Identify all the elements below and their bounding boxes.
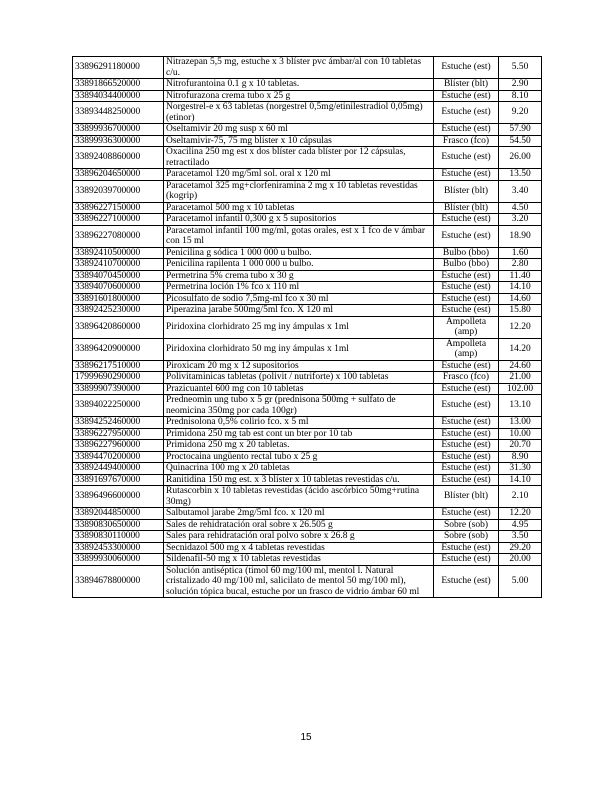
table-row bbox=[73, 169, 542, 181]
price-cell: 4.50 bbox=[499, 202, 542, 214]
table-row bbox=[73, 247, 542, 259]
price-cell: 8.90 bbox=[499, 451, 542, 463]
price-cell: 14.20 bbox=[499, 338, 542, 360]
table-row bbox=[73, 270, 542, 282]
price-cell: 20.00 bbox=[499, 554, 542, 566]
table-row bbox=[73, 360, 542, 372]
unit-cell: Ampolleta (amp) bbox=[434, 338, 499, 360]
product-code-cell: 33896291180000 bbox=[73, 57, 164, 79]
price-cell: 54.50 bbox=[499, 135, 542, 147]
unit-cell: Estuche (est) bbox=[434, 90, 499, 102]
price-cell: 8.10 bbox=[499, 90, 542, 102]
price-cell: 2.90 bbox=[499, 79, 542, 91]
product-code-cell: 33891866520000 bbox=[73, 79, 164, 91]
product-code-cell: 33891697670000 bbox=[73, 474, 164, 486]
description-cell: Permetrina loción 1% fco x 110 ml bbox=[164, 282, 434, 294]
unit-cell: Estuche (est) bbox=[434, 451, 499, 463]
unit-cell: Estuche (est) bbox=[434, 542, 499, 554]
unit-cell: Blíster (blt) bbox=[434, 180, 499, 202]
product-code-cell: 33892449400000 bbox=[73, 463, 164, 475]
table-row bbox=[73, 282, 542, 294]
product-code-cell: 33896420860000 bbox=[73, 316, 164, 338]
description-cell: Polivitaminicas tabletas (polivit / nutriforte) x 100 tabletas bbox=[164, 372, 434, 384]
unit-cell: Estuche (est) bbox=[434, 383, 499, 395]
description-cell: Rutascorbin x 10 tabletas revestidas (ácido ascórbico 50mg+rutina 30mg) bbox=[164, 486, 434, 508]
unit-cell: Sobre (sob) bbox=[434, 519, 499, 531]
unit-cell: Estuche (est) bbox=[434, 270, 499, 282]
price-cell: 18.90 bbox=[499, 225, 542, 247]
unit-cell: Blíster (blt) bbox=[434, 486, 499, 508]
description-cell: Primidona 250 mg x 20 tabletas. bbox=[164, 440, 434, 452]
description-cell: Piperazina jarabe 500mg/5ml fco. X 120 ml bbox=[164, 305, 434, 317]
price-cell: 31.30 bbox=[499, 463, 542, 475]
description-cell: Prednisolona 0,5% colirio fco. x 5 ml bbox=[164, 417, 434, 429]
table-row bbox=[73, 102, 542, 124]
description-cell: Oseltamivir 20 mg susp x 60 ml bbox=[164, 124, 434, 136]
table-row bbox=[73, 124, 542, 136]
price-cell: 26.00 bbox=[499, 147, 542, 169]
product-code-cell: 33899936300000 bbox=[73, 135, 164, 147]
table-row bbox=[73, 79, 542, 91]
unit-cell: Estuche (est) bbox=[434, 124, 499, 136]
unit-cell: Estuche (est) bbox=[434, 169, 499, 181]
unit-cell: Frasco (fco) bbox=[434, 372, 499, 384]
description-cell: Solución antiséptica (timol 60 mg/100 ml, mentol l. Natural cristalizado 40 mg/100 ml, salicilato de mentol 50 mg/100 ml), solución tópica bucal, estuche por un frasco de vidrio ámbar 60 ml bbox=[164, 565, 434, 598]
product-code-cell: 33896227150000 bbox=[73, 202, 164, 214]
price-cell: 5.00 bbox=[499, 565, 542, 598]
table-row bbox=[73, 338, 542, 360]
table-row bbox=[73, 135, 542, 147]
price-cell: 3.20 bbox=[499, 214, 542, 226]
unit-cell: Estuche (est) bbox=[434, 57, 499, 79]
price-cell: 29.20 bbox=[499, 542, 542, 554]
product-code-cell: 33896227100000 bbox=[73, 214, 164, 226]
unit-cell: Sobre (sob) bbox=[434, 531, 499, 543]
price-cell: 4.95 bbox=[499, 519, 542, 531]
table-row bbox=[73, 57, 542, 79]
table-row bbox=[73, 417, 542, 429]
description-cell: Penicilina g sódica 1 000 000 u bulbo. bbox=[164, 247, 434, 259]
description-cell: Sildenafil-50 mg x 10 tabletas revestidas bbox=[164, 554, 434, 566]
unit-cell: Ampolleta (amp) bbox=[434, 316, 499, 338]
description-cell: Piridoxina clorhidrato 25 mg iny ámpulas x 1ml bbox=[164, 316, 434, 338]
product-code-cell: 33896217510000 bbox=[73, 360, 164, 372]
unit-cell: Estuche (est) bbox=[434, 147, 499, 169]
product-code-cell: 33896227960000 bbox=[73, 440, 164, 452]
table-row bbox=[73, 293, 542, 305]
product-code-cell: 33894252460000 bbox=[73, 417, 164, 429]
price-cell: 13.10 bbox=[499, 395, 542, 417]
table-row bbox=[73, 395, 542, 417]
description-cell: Oseltamivir-75, 75 mg blíster x 10 cápsulas bbox=[164, 135, 434, 147]
price-cell: 3.40 bbox=[499, 180, 542, 202]
price-cell: 13.00 bbox=[499, 417, 542, 429]
product-code-cell: 33899936700000 bbox=[73, 124, 164, 136]
product-code-cell: 33894678800000 bbox=[73, 565, 164, 598]
product-code-cell: 33892410700000 bbox=[73, 259, 164, 271]
product-code-cell: 33896420900000 bbox=[73, 338, 164, 360]
product-code-cell: 33896496600000 bbox=[73, 486, 164, 508]
description-cell: Norgestrel-e x 63 tabletas (norgestrel 0,5mg/etinilestradiol 0,05mg) (etinor) bbox=[164, 102, 434, 124]
table-row bbox=[73, 428, 542, 440]
price-cell: 12.20 bbox=[499, 316, 542, 338]
product-code-cell: 33896204650000 bbox=[73, 169, 164, 181]
table-row bbox=[73, 474, 542, 486]
product-code-cell: 33894022250000 bbox=[73, 395, 164, 417]
unit-cell: Frasco (fco) bbox=[434, 135, 499, 147]
description-cell: Picosulfato de sodio 7,5mg-ml fco x 30 ml bbox=[164, 293, 434, 305]
description-cell: Proctocaina ungüento rectal tubo x 25 g bbox=[164, 451, 434, 463]
price-cell: 15.80 bbox=[499, 305, 542, 317]
description-cell: Piridoxina clorhidrato 50 mg iny ámpulas x 1ml bbox=[164, 338, 434, 360]
description-cell: Paracetamol infantil 100 mg/ml, gotas orales, est x 1 fco de v ámbar con 15 ml bbox=[164, 225, 434, 247]
unit-cell: Estuche (est) bbox=[434, 474, 499, 486]
table-row bbox=[73, 565, 542, 598]
product-code-cell: 33899907390000 bbox=[73, 383, 164, 395]
unit-cell: Estuche (est) bbox=[434, 508, 499, 520]
unit-cell: Estuche (est) bbox=[434, 463, 499, 475]
product-code-cell: 33892453300000 bbox=[73, 542, 164, 554]
table-row bbox=[73, 214, 542, 226]
description-cell: Paracetamol 500 mg x 10 tabletas bbox=[164, 202, 434, 214]
unit-cell: Estuche (est) bbox=[434, 282, 499, 294]
description-cell: Prazicuantel 600 mg con 10 tabletas bbox=[164, 383, 434, 395]
price-cell: 21.00 bbox=[499, 372, 542, 384]
price-cell: 24.60 bbox=[499, 360, 542, 372]
product-code-cell: 33892039700000 bbox=[73, 180, 164, 202]
price-cell: 11.40 bbox=[499, 270, 542, 282]
price-cell: 13.50 bbox=[499, 169, 542, 181]
table-body bbox=[73, 57, 542, 598]
price-cell: 12.20 bbox=[499, 508, 542, 520]
medication-price-table bbox=[72, 56, 542, 598]
product-code-cell: 33894070450000 bbox=[73, 270, 164, 282]
price-cell: 9.20 bbox=[499, 102, 542, 124]
product-code-cell: 33894470200000 bbox=[73, 451, 164, 463]
unit-cell: Estuche (est) bbox=[434, 440, 499, 452]
price-cell: 5.50 bbox=[499, 57, 542, 79]
description-cell: Sales para rehidratación oral polvo sobre x 26.8 g bbox=[164, 531, 434, 543]
description-cell: Piroxicam 20 mg x 12 supositorios bbox=[164, 360, 434, 372]
product-code-cell: 33899930060000 bbox=[73, 554, 164, 566]
description-cell: Secnidazol 500 mg x 4 tabletas revestidas bbox=[164, 542, 434, 554]
price-cell: 2.80 bbox=[499, 259, 542, 271]
product-code-cell: 33896227080000 bbox=[73, 225, 164, 247]
description-cell: Salbutamol jarabe 2mg/5ml fco. x 120 ml bbox=[164, 508, 434, 520]
table-row bbox=[73, 202, 542, 214]
table-row bbox=[73, 259, 542, 271]
unit-cell: Estuche (est) bbox=[434, 305, 499, 317]
description-cell: Nitrofurazona crema tubo x 25 g bbox=[164, 90, 434, 102]
description-cell: Quinacrina 100 mg x 20 tabletas bbox=[164, 463, 434, 475]
unit-cell: Estuche (est) bbox=[434, 565, 499, 598]
description-cell: Oxacilina 250 mg est x dos blíster cada blíster por 12 cápsulas, retractilado bbox=[164, 147, 434, 169]
product-code-cell: 33892408860000 bbox=[73, 147, 164, 169]
unit-cell: Bulbo (bbo) bbox=[434, 259, 499, 271]
price-cell: 14.10 bbox=[499, 282, 542, 294]
price-cell: 14.60 bbox=[499, 293, 542, 305]
table-row bbox=[73, 486, 542, 508]
product-code-cell: 33893448250000 bbox=[73, 102, 164, 124]
price-cell: 3.50 bbox=[499, 531, 542, 543]
unit-cell: Estuche (est) bbox=[434, 102, 499, 124]
table-row bbox=[73, 372, 542, 384]
product-code-cell: 33892044850000 bbox=[73, 508, 164, 520]
table-row bbox=[73, 90, 542, 102]
unit-cell: Estuche (est) bbox=[434, 395, 499, 417]
table-row bbox=[73, 463, 542, 475]
table-row bbox=[73, 519, 542, 531]
product-code-cell: 33892410500000 bbox=[73, 247, 164, 259]
description-cell: Nitrazepan 5,5 mg, estuche x 3 blíster pvc ámbar/al con 10 tabletas c/u. bbox=[164, 57, 434, 79]
unit-cell: Blíster (blt) bbox=[434, 79, 499, 91]
description-cell: Paracetamol 120 mg/5ml sol. oral x 120 ml bbox=[164, 169, 434, 181]
description-cell: Sales de rehidratación oral sobre x 26.505 g bbox=[164, 519, 434, 531]
product-code-cell: 33890830650000 bbox=[73, 519, 164, 531]
description-cell: Predneomin ung tubo x 5 gr (prednisona 500mg + sulfato de neomicina 350mg por cada 100gr) bbox=[164, 395, 434, 417]
unit-cell: Bulbo (bbo) bbox=[434, 247, 499, 259]
product-code-cell: 33896227950000 bbox=[73, 428, 164, 440]
price-cell: 1.60 bbox=[499, 247, 542, 259]
table-row bbox=[73, 531, 542, 543]
description-cell: Permetrina 5% crema tubo x 30 g bbox=[164, 270, 434, 282]
description-cell: Penicilina rapilenta 1 000 000 u bulbo. bbox=[164, 259, 434, 271]
product-code-cell: 17999690290000 bbox=[73, 372, 164, 384]
unit-cell: Estuche (est) bbox=[434, 417, 499, 429]
table-row bbox=[73, 305, 542, 317]
unit-cell: Estuche (est) bbox=[434, 225, 499, 247]
unit-cell: Estuche (est) bbox=[434, 214, 499, 226]
price-cell: 10.00 bbox=[499, 428, 542, 440]
table-row bbox=[73, 542, 542, 554]
table-row bbox=[73, 147, 542, 169]
description-cell: Paracetamol infantil 0,300 g x 5 supositorios bbox=[164, 214, 434, 226]
price-cell: 14.10 bbox=[499, 474, 542, 486]
table-row bbox=[73, 225, 542, 247]
table-row bbox=[73, 451, 542, 463]
product-code-cell: 33894070600000 bbox=[73, 282, 164, 294]
table-row bbox=[73, 316, 542, 338]
unit-cell: Estuche (est) bbox=[434, 554, 499, 566]
unit-cell: Estuche (est) bbox=[434, 428, 499, 440]
page-number: 15 bbox=[300, 732, 312, 743]
description-cell: Primidona 250 mg tab est cont un bter por 10 tab bbox=[164, 428, 434, 440]
description-cell: Ranitidina 150 mg est. x 3 blíster x 10 tabletas revestidas c/u. bbox=[164, 474, 434, 486]
unit-cell: Estuche (est) bbox=[434, 360, 499, 372]
unit-cell: Blíster (blt) bbox=[434, 202, 499, 214]
product-code-cell: 33894034400000 bbox=[73, 90, 164, 102]
product-code-cell: 33891601800000 bbox=[73, 293, 164, 305]
description-cell: Nitrofurantoina 0.1 g x 10 tabletas. bbox=[164, 79, 434, 91]
unit-cell: Estuche (est) bbox=[434, 293, 499, 305]
table-row bbox=[73, 554, 542, 566]
description-cell: Paracetamol 325 mg+clorfeniramina 2 mg x 10 tabletas revestidas (kogrip) bbox=[164, 180, 434, 202]
product-code-cell: 33892425230000 bbox=[73, 305, 164, 317]
table-row bbox=[73, 508, 542, 520]
price-cell: 57.90 bbox=[499, 124, 542, 136]
price-cell: 102.00 bbox=[499, 383, 542, 395]
price-cell: 2.10 bbox=[499, 486, 542, 508]
table-row bbox=[73, 383, 542, 395]
table-row bbox=[73, 180, 542, 202]
table-row bbox=[73, 440, 542, 452]
price-cell: 20.70 bbox=[499, 440, 542, 452]
product-code-cell: 33890830110000 bbox=[73, 531, 164, 543]
